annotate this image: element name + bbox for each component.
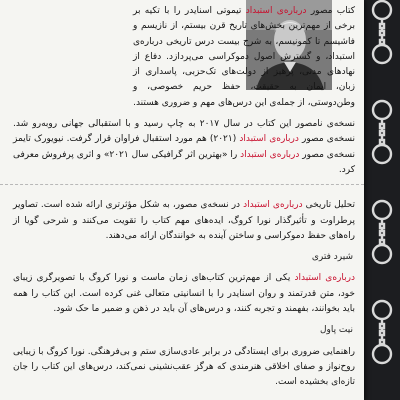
section2-paragraph2 xyxy=(13,271,355,317)
text-run: نسخه‌ی نامصور این کتاب در سال ۲۰۱۷ به چاپ رسید و با استقبالی جهانی روبه‌رو شد. نسخه‌ی مصور xyxy=(13,119,356,145)
text-run: تحلیل تاریخی xyxy=(302,200,355,211)
text-run: یکی از مهم‌ترین کتاب‌های زمان ماست و نورا کروگ با تصویرگری زیبای خود، متن قدرتمند و روان اسنایدر را با انسانیتی متعالی غنی کرده است. این کتاب را همه باید بخوانند، بفهمند و تجربه کنند، و درس‌های آن باید در ذهن و ضمیر ما حک شود. xyxy=(13,273,355,315)
side-pattern-strip xyxy=(364,0,400,400)
section2-paragraph1 xyxy=(13,198,355,244)
section2-paragraph3 xyxy=(13,345,355,391)
handcuffs-icon xyxy=(367,196,397,268)
quote-credit-2: نیت پاول xyxy=(319,325,353,336)
book-title-highlight: درباره‌ی استبداد xyxy=(243,200,303,211)
book-title-highlight: درباره‌ی استبداد xyxy=(239,134,299,145)
text-run: تیموتی اسنایدر را با تکیه بر برخی از مهم‌ترین بخش‌های تاریخ قرن بیستم، از نازیسم و فاشیسم تا کمونیسم، به شرح بیست درس تاریخی درباره‌ی استبداد، و گسترش اصول دموکراسی می‌پردازد. دفاع از نهادهای مدنی، پرهیز از دولت‌های تک‌حزبی، پاسداری از زبان، ایمان به حقیقت، حفظ حریم خصوصی، و وطن‌دوستی، از جمله‌ی این درس‌های مهم و ضروری هستند. xyxy=(133,6,355,108)
text-run: راهنمایی ضروری برای ایستادگی در برابر عادی‌سازی ستم و بی‌فرهنگی. نورا کروگ با زیبایی روح‌نواز و صفای اخلاقی هنرمندی که هرگز عقب‌نشینی نمی‌کند، درس‌های این کتاب را جان تازه‌ای بخشیده است. xyxy=(13,346,355,388)
book-title-highlight: درباره‌ی استبداد xyxy=(240,149,300,160)
blurb-text-area xyxy=(13,0,355,397)
book-title-highlight: درباره‌ی استبداد xyxy=(294,273,355,284)
handcuffs-icon xyxy=(367,96,397,168)
quote-credit-1: شیرد فتری xyxy=(311,252,353,263)
handcuffs-icon xyxy=(367,296,397,368)
section1-paragraph2 xyxy=(13,117,355,178)
text-run: (۲۰۲۱) هم مورد استقبال فراوان قرار گرفت. نیویورک تایمز نسخه‌ی مصور xyxy=(13,134,355,160)
text-run: را «بهترین اثر گرافیکی سال ۲۰۲۱» و اثری پرفروش معرفی کرد. xyxy=(13,149,355,175)
section1-paragraph1 xyxy=(13,4,355,111)
book-title-highlight: درباره‌ی استبداد xyxy=(245,6,307,16)
text-run: کتاب مصور xyxy=(306,6,355,16)
handcuffs-icon xyxy=(367,0,397,68)
text-run: در نسخه‌ی مصور، به شکل مؤثرتری ارائه شده است. تصاویر پرطراوت و تأثیرگذار نورا کروگ، ایده‌های مهم کتاب را تقویت می‌کنند و شرحی گویا از راه‌های حفظ دموکراسی و ساختن آینده به خوانندگان ارائه می‌دهند. xyxy=(13,200,355,241)
